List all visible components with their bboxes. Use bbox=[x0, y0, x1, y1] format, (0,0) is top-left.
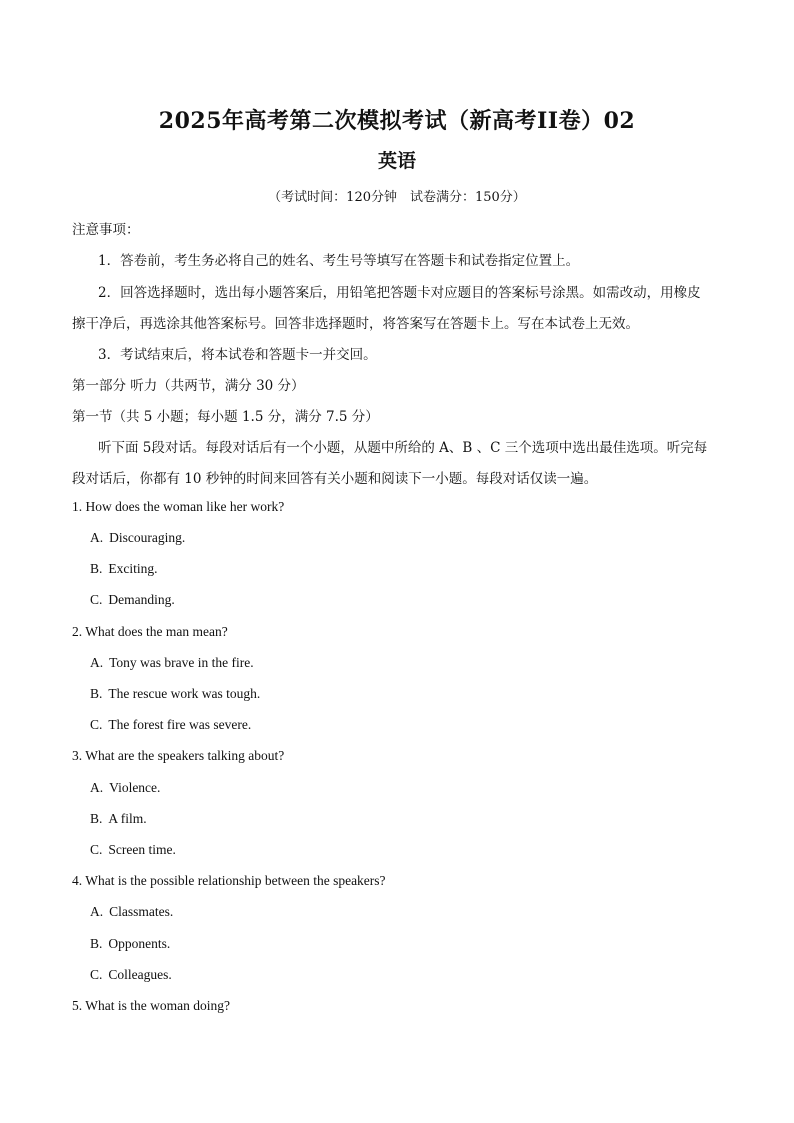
question-3-option-a: A. Violence. bbox=[90, 780, 161, 795]
notice-item-3: 3．考试结束后，将本试卷和答题卡一并交回。 bbox=[98, 347, 377, 363]
question-4-option-a: A. Classmates. bbox=[90, 904, 174, 919]
question-3-stem: 3. What are the speakers talking about? bbox=[72, 748, 285, 763]
question-1-option-a: A. Discouraging. bbox=[90, 530, 186, 545]
question-3-option-b: B. A film. bbox=[90, 811, 147, 826]
question-2-stem: 2. What does the man mean? bbox=[72, 624, 228, 639]
notice-item-1: 1．答卷前，考生务必将自己的姓名、考生号等填写在答题卡和试卷指定位置上。 bbox=[98, 253, 580, 269]
notice-item-2-cont: 擦干净后，再选涂其他答案标号。回答非选择题时，将答案写在答题卡上。写在本试卷上无效。 bbox=[72, 316, 639, 332]
part1-heading: 第一部分 听力（共两节，满分 30 分） bbox=[72, 378, 305, 394]
question-1-option-b: B. Exciting. bbox=[90, 561, 158, 576]
question-5-stem: 5. What is the woman doing? bbox=[72, 998, 230, 1013]
question-1-option-c: C. Demanding. bbox=[90, 592, 175, 607]
question-2-option-b: B. The rescue work was tough. bbox=[90, 686, 261, 701]
exam-meta: （考试时间：120分钟 试卷满分：150分） bbox=[268, 190, 526, 205]
exam-title: 2025年高考第二次模拟考试（新高考II卷）02 bbox=[158, 108, 636, 134]
question-1-stem: 1. How does the woman like her work? bbox=[72, 499, 285, 514]
question-3-option-c: C. Screen time. bbox=[90, 842, 176, 857]
instruction-line-2: 段对话后，你都有 10 秒钟的时间来回答有关小题和阅读下一小题。每段对话仅读一遍。 bbox=[72, 471, 598, 487]
notice-item-2: 2．回答选择题时，选出每小题答案后，用铅笔把答题卡对应题目的答案标号涂黑。如需改动，用橡皮 bbox=[98, 285, 701, 301]
subject-title: 英语 bbox=[377, 150, 416, 172]
section1-heading: 第一节（共 5 小题；每小题 1.5 分，满分 7.5 分） bbox=[72, 409, 379, 425]
question-2-option-a: A. Tony was brave in the fire. bbox=[90, 655, 254, 670]
question-4-option-c: C. Colleagues. bbox=[90, 967, 172, 982]
question-2-option-c: C. The forest fire was severe. bbox=[90, 717, 252, 732]
notice-heading: 注意事项： bbox=[72, 222, 140, 238]
question-4-option-b: B. Opponents. bbox=[90, 936, 171, 951]
question-4-stem: 4. What is the possible relationship between the speakers? bbox=[72, 873, 386, 888]
instruction-line-1: 听下面 5段对话。每段对话后有一个小题，从题中所给的 A、B 、C 三个选项中选出最佳选项。听完每 bbox=[98, 440, 708, 456]
